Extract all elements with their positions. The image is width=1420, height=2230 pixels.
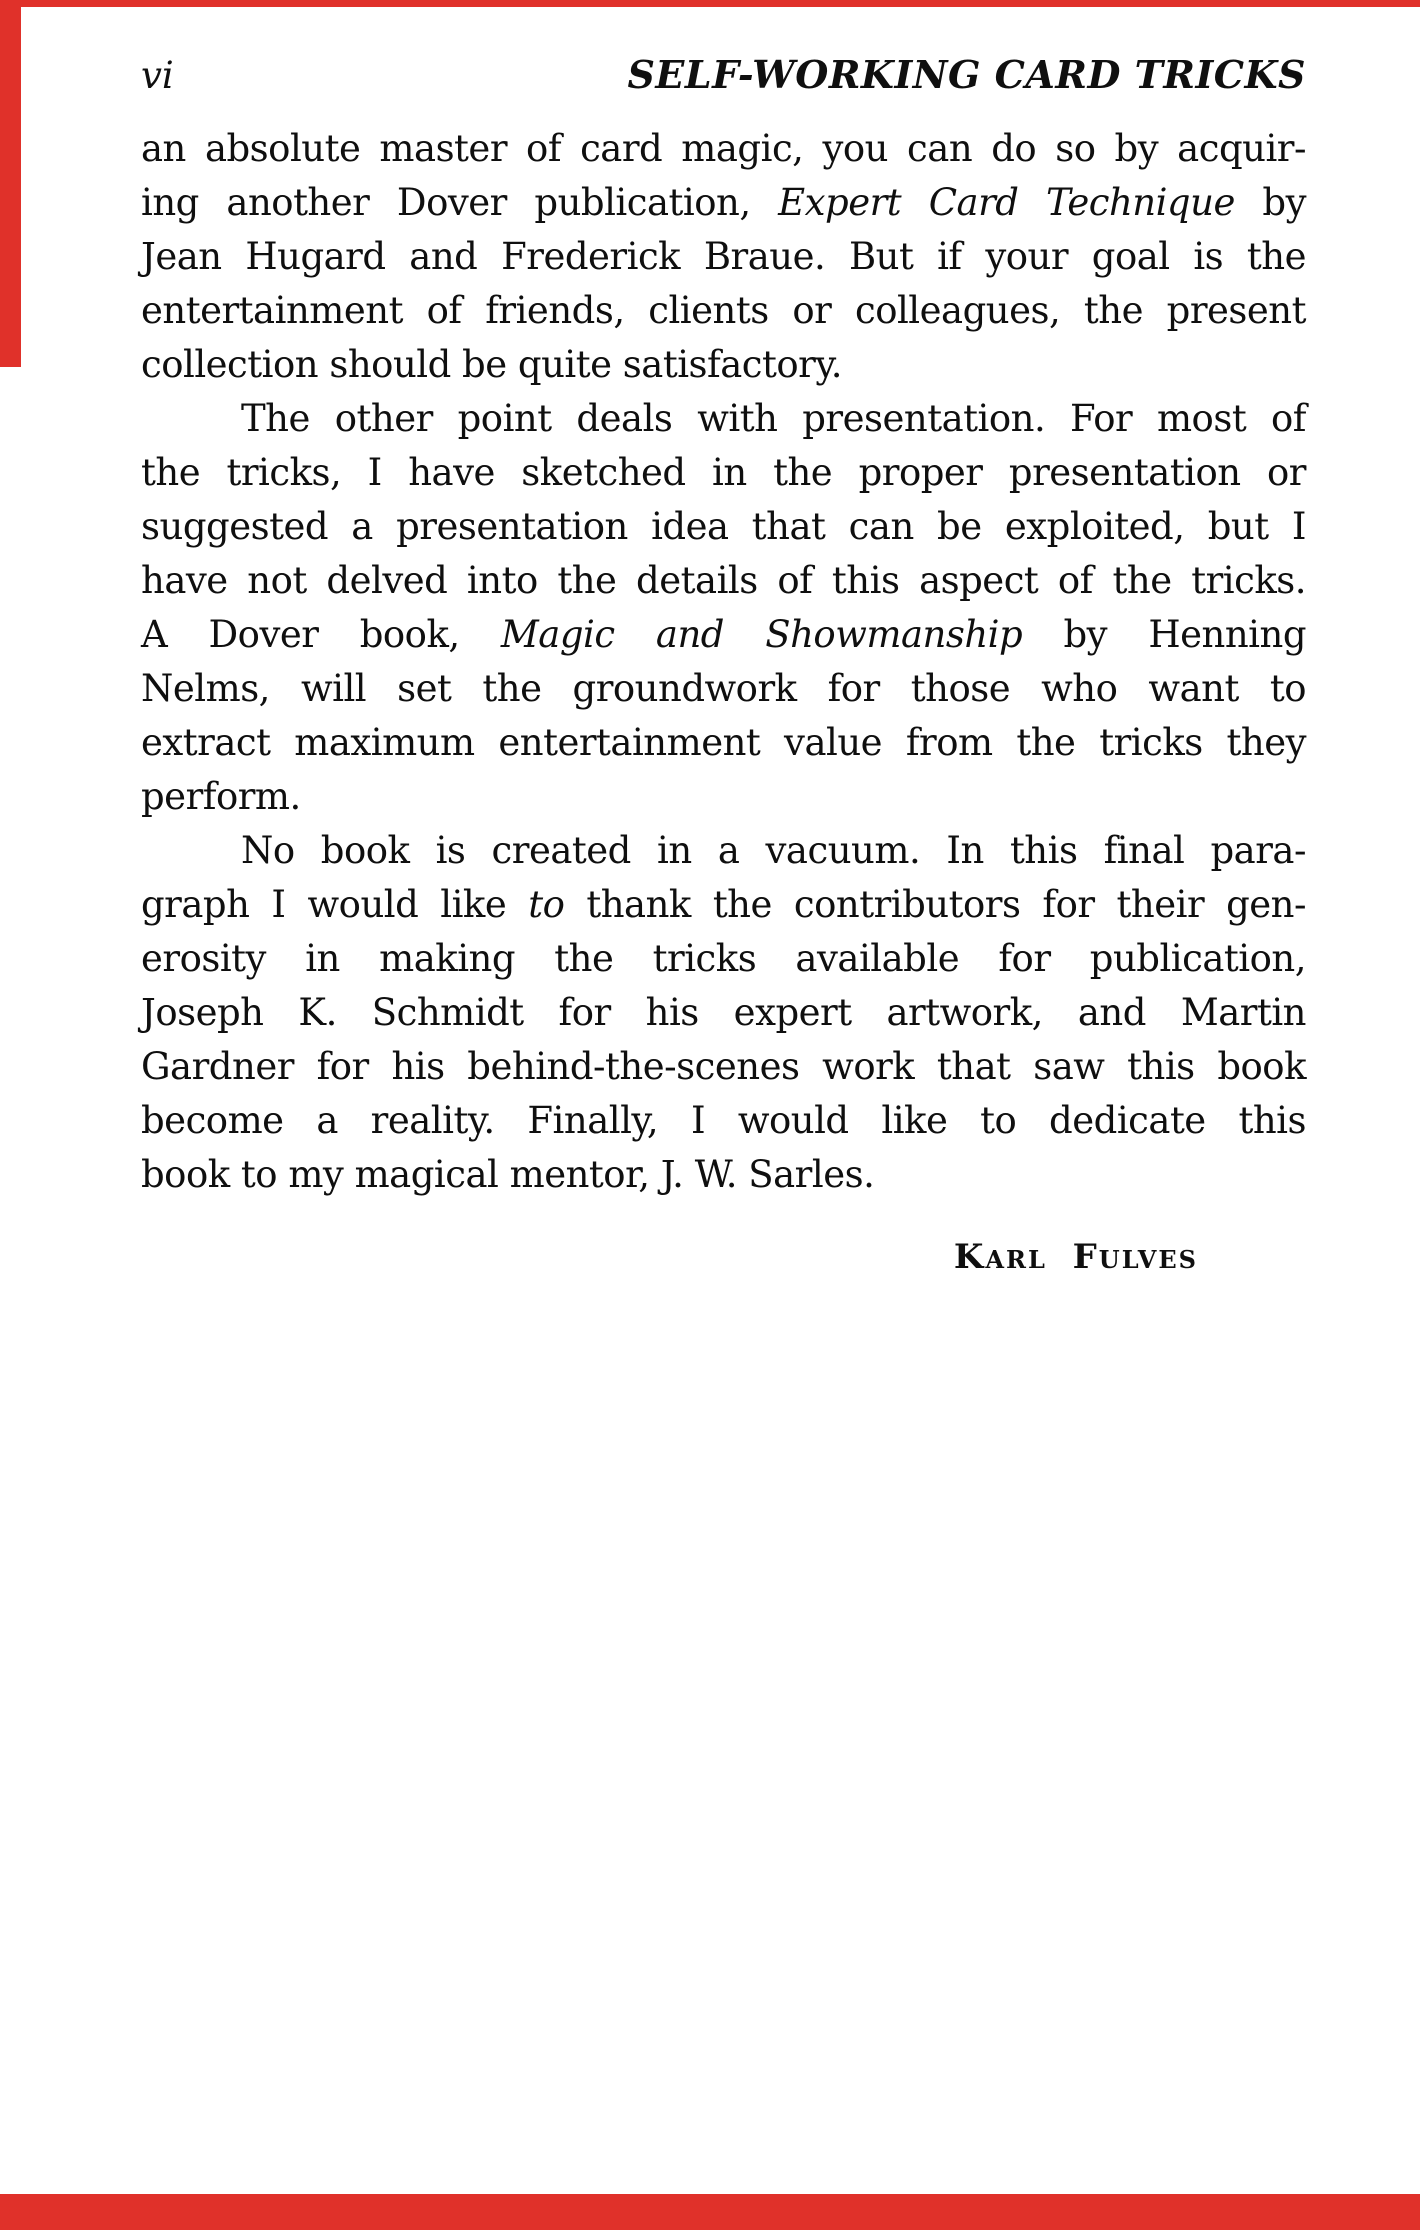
text-line	[141, 1040, 1306, 1094]
text-line	[141, 932, 1306, 986]
text-line	[141, 662, 1306, 716]
text-line	[141, 1148, 1306, 1202]
text-line	[141, 500, 1306, 554]
line-text: No book is created in a vacuum. In this final para-	[241, 829, 1306, 872]
line-text: suggested a presentation idea that can be exploited, but I	[141, 505, 1306, 548]
text-line	[141, 122, 1306, 176]
page-edge-mark-bottom	[0, 2194, 1420, 2230]
line-text: collection should be quite satisfactory.	[141, 343, 843, 386]
running-header	[141, 50, 1306, 100]
line-text: by	[1234, 181, 1307, 224]
italic-text: Expert Card Technique	[778, 181, 1235, 224]
line-text: A Dover book,	[141, 613, 501, 656]
text-line	[141, 554, 1306, 608]
italic-text: to	[528, 883, 565, 926]
text-line	[141, 446, 1306, 500]
text-line	[141, 284, 1306, 338]
line-text: Nelms, will set the groundwork for those who want to	[141, 667, 1306, 710]
text-line	[141, 392, 1306, 446]
text-line	[141, 176, 1306, 230]
text-line	[141, 230, 1306, 284]
text-line	[141, 824, 1306, 878]
text-line	[141, 878, 1306, 932]
text-line	[141, 986, 1306, 1040]
text-line	[141, 338, 1306, 392]
text-line	[141, 716, 1306, 770]
line-text: by Henning	[1022, 613, 1307, 656]
line-text: become a reality. Finally, I would like to dedicate this	[141, 1099, 1306, 1142]
page-edge-mark-left	[0, 0, 21, 367]
line-text: ing another Dover publication,	[141, 181, 779, 224]
body-text	[141, 122, 1306, 1202]
text-line	[141, 770, 1306, 824]
line-text: perform.	[141, 775, 301, 818]
page-number: vi	[141, 54, 174, 97]
line-text: The other point deals with presentation. For most of	[241, 397, 1306, 440]
italic-text: Magic and Showmanship	[500, 613, 1023, 656]
author-signature: Karl Fulves	[953, 1237, 1198, 1277]
line-text: an absolute master of card magic, you can do so by acquir-	[141, 127, 1306, 170]
line-text: Gardner for his behind-the-scenes work that saw this book	[141, 1045, 1306, 1088]
line-text: the tricks, I have sketched in the proper presentation or	[141, 451, 1306, 494]
line-text: extract maximum entertainment value from the tricks they	[141, 721, 1306, 764]
text-line	[141, 608, 1306, 662]
line-text: Joseph K. Schmidt for his expert artwork, and Martin	[141, 991, 1306, 1034]
page-edge-mark-top	[0, 0, 1420, 7]
line-text: thank the contributors for their gen-	[564, 883, 1307, 926]
line-text: erosity in making the tricks available for publication,	[141, 937, 1306, 980]
line-text: graph I would like	[141, 883, 529, 926]
line-text: book to my magical mentor, J. W. Sarles.	[141, 1153, 875, 1196]
running-title: SELF-WORKING CARD TRICKS	[627, 52, 1306, 97]
line-text: entertainment of friends, clients or colleagues, the present	[141, 289, 1306, 332]
text-line	[141, 1094, 1306, 1148]
line-text: have not delved into the details of this aspect of the tricks.	[141, 559, 1306, 602]
line-text: Jean Hugard and Frederick Braue. But if your goal is the	[141, 235, 1306, 278]
